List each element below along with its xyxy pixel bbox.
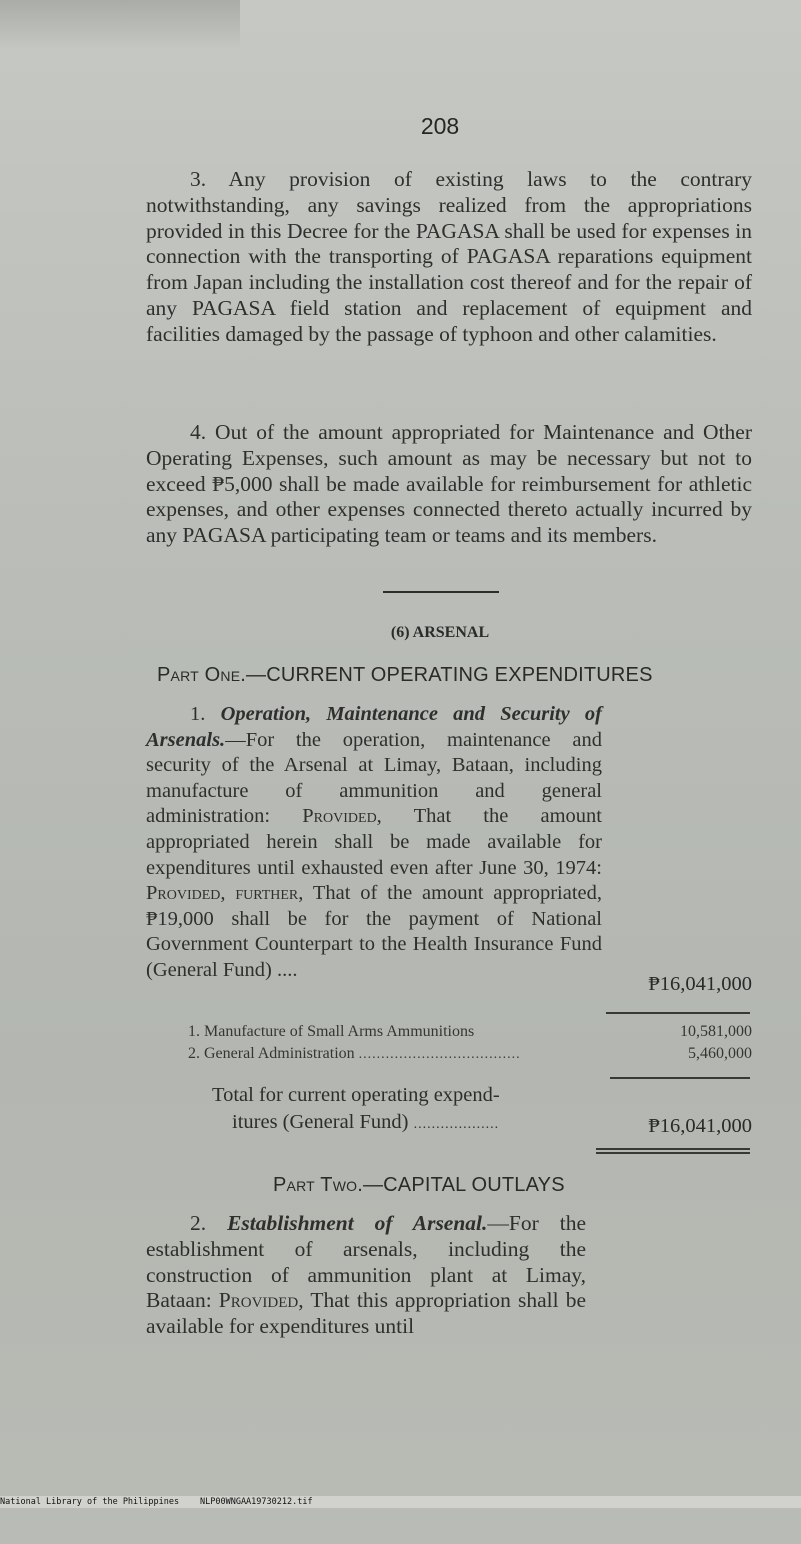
breakdown-amount-2: 5,460,000 [688,1045,752,1062]
item-1-title: Operation, Maintenance and Security of Arsenals. [146,703,602,751]
item-2-paragraph [146,1211,586,1340]
paragraph-3 [146,167,752,348]
item-1-amount: ₱16,041,000 [648,973,752,995]
total-label [212,1082,500,1138]
paragraph-3-text: 3. Any provision of existing laws to the contrary notwithstanding, any savings realized from the appropriations provided in this Decree for the PAGASA shall be used for expenses in connection with the transporting of PAGASA reparations equipment from Japan including the installation cost thereof and for the repair of any PAGASA field station and replacement of equipment and facilities damaged by the passage of typhoon and other calamities. [146,167,752,346]
breakdown-amount-1: 10,581,000 [680,1023,752,1040]
item-1-provided-further: Provided, further, [146,882,304,905]
item-2-text-a: —For the establishment of arsenals, including the construction of ammunition plant at Limay, Bataan: [146,1211,587,1313]
item-2-provided: Provided, [218,1288,304,1313]
part-two-heading [273,1174,565,1197]
section-divider [383,591,499,593]
item-2-text-b: That this appropriation shall be available for expenditures until [146,1288,587,1339]
scan-footer [0,1496,801,1508]
total-amount: ₱16,041,000 [648,1115,752,1137]
part-one-heading [157,664,653,687]
item-1-provided: Provided, [302,805,382,828]
paragraph-4-text: 4. Out of the amount appropriated for Maintenance and Other Operating Expenses, such amount as may be necessary but not to exceed ₱5,000 shall be made available for reimbursement for athletic expenses, and other expenses connected thereto actually incurred by any PAGASA participating team or teams and its members. [146,420,752,548]
total-double-rule-bottom [596,1152,750,1154]
breakdown-leader-2: .................................... [358,1047,521,1062]
amount-rule-1 [606,1012,750,1014]
scan-shadow [0,0,240,50]
footer-library: National Library of the Philippines [0,1497,180,1507]
item-1-paragraph [146,702,602,984]
amount-rule-2 [610,1077,750,1079]
total-double-rule-top [596,1148,750,1150]
breakdown-label-1: 1. Manufacture of Small Arms Ammunitions [188,1023,475,1040]
paragraph-4 [146,420,752,549]
part-two-label: Part Two. [273,1174,363,1196]
item-2-number: 2. [190,1211,207,1235]
section-title: (6) ARSENAL [390,624,490,641]
total-line-2: itures (General Fund) [232,1111,409,1133]
part-one-title: —CURRENT OPERATING EXPENDITURES [246,664,653,686]
total-line-1: Total for current operating expend- [212,1084,500,1106]
part-two-title: —CAPITAL OUTLAYS [362,1174,565,1196]
item-1-text-a: —For the operation, maintenance and security of the Arsenal at Limay, Bataan, including manufacture of ammunition and general administration: [146,728,602,828]
breakdown-row-2 [188,1045,600,1063]
part-one-label: Part One. [157,664,247,686]
breakdown-label-2: 2. General Administration [188,1045,355,1062]
item-1-text-b: That the amount appropriated herein shall be made available for expenditures until exhausted even after June 30, 1974: [146,805,602,879]
item-1-number: 1. [190,703,206,725]
item-1-text-c: That of the amount appropriated, ₱19,000 shall be for the payment of National Government Counterpart to the Health Insurance Fund (General Fund) [146,882,602,981]
page-number: 208 [420,113,460,139]
item-1-leader: .... [276,958,298,981]
total-leader: ................... [413,1117,500,1132]
breakdown-row-1 [188,1023,600,1041]
footer-filename: NLP00WNGAA19730212.tif [200,1497,313,1507]
item-2-title: Establishment of Arsenal. [227,1211,488,1235]
